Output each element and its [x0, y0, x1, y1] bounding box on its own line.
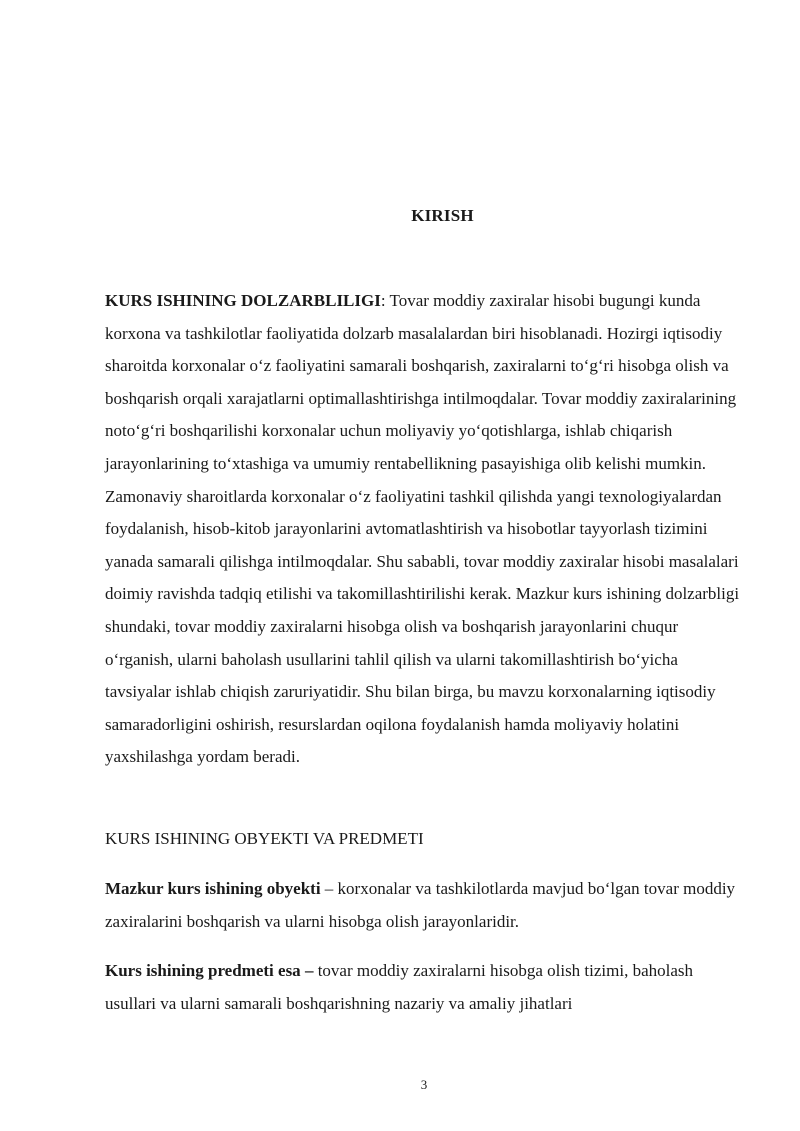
page-number: 3: [420, 1077, 428, 1092]
section-title: KURS ISHINING OBYEKTI VA PREDMETI: [105, 829, 424, 848]
object-paragraph: [105, 873, 745, 938]
intro-text: : Tovar moddiy zaxiralar hisobi bugungi kunda korxona va tashkilotlar faoliyatida dolzarb masalalardan biri hisoblanadi. Hozirgi iqtisodiy sharoitda korxonalar o‘z faoliyatini samarali boshqarish, zaxiralarni to‘g‘ri hisobga olish va boshqarish orqali xarajatlarni optimallashtirishga intilmoqdalar. Tovar moddiy zaxiralarining noto‘g‘ri boshqarilishi korxonalar uchun moliyaviy yo‘qotishlarga, ishlab chiqarish jarayonlarining to‘xtashiga va umumiy rentabellikning pasayishiga olib kelishi mumkin. Zamonaviy sharoitlarda korxonalar o‘z faoliyatini tashkil qilishda yangi texnologiyalardan foydalanish, hisob-kitob jarayonlarini avtomatlashtirish va hisobotlar tayyorlash tizimini yanada samarali qilishga intilmoqdalar. Shu sababli, tovar moddiy zaxiralar hisobi masalalari doimiy ravishda tadqiq etilishi va takomillashtirilishi kerak. Mazkur kurs ishining dolzarbligi shundaki, tovar moddiy zaxiralarni hisobga olish va boshqarish jarayonlarini chuqur o‘rganish, ularni baholash usullarini tahlil qilish va ularni takomillashtirish bo‘yicha tavsiyalar ishlab chiqish zaruriyatidir. Shu bilan birga, bu mavzu korxonalarning iqtisodiy samaradorligini oshirish, resurslardan oqilona foydalanish hamda moliyaviy holatini yaxshilashga yordam beradi.: [105, 291, 740, 767]
intro-lead: KURS ISHINING DOLZARBLILIGI: [105, 291, 381, 310]
subject-paragraph: [105, 955, 745, 1020]
intro-paragraph: [105, 285, 745, 774]
object-text: – korxonalar va tashkilotlarda mavjud bo‘lgan tovar moddiy zaxiralarini boshqarish va ularni hisobga olish jarayonlaridir.: [105, 879, 736, 931]
subject-lead: Kurs ishining predmeti esa: [105, 961, 301, 980]
page-heading: KIRISH: [411, 206, 474, 225]
subject-dash: –: [300, 961, 314, 980]
subject-text: tovar moddiy zaxiralarni hisobga olish tizimi, baholash usullari va ularni samarali boshqarishning nazariy va amaliy jihatlari: [105, 961, 694, 1013]
object-lead: Mazkur kurs ishining obyekti: [105, 879, 321, 898]
